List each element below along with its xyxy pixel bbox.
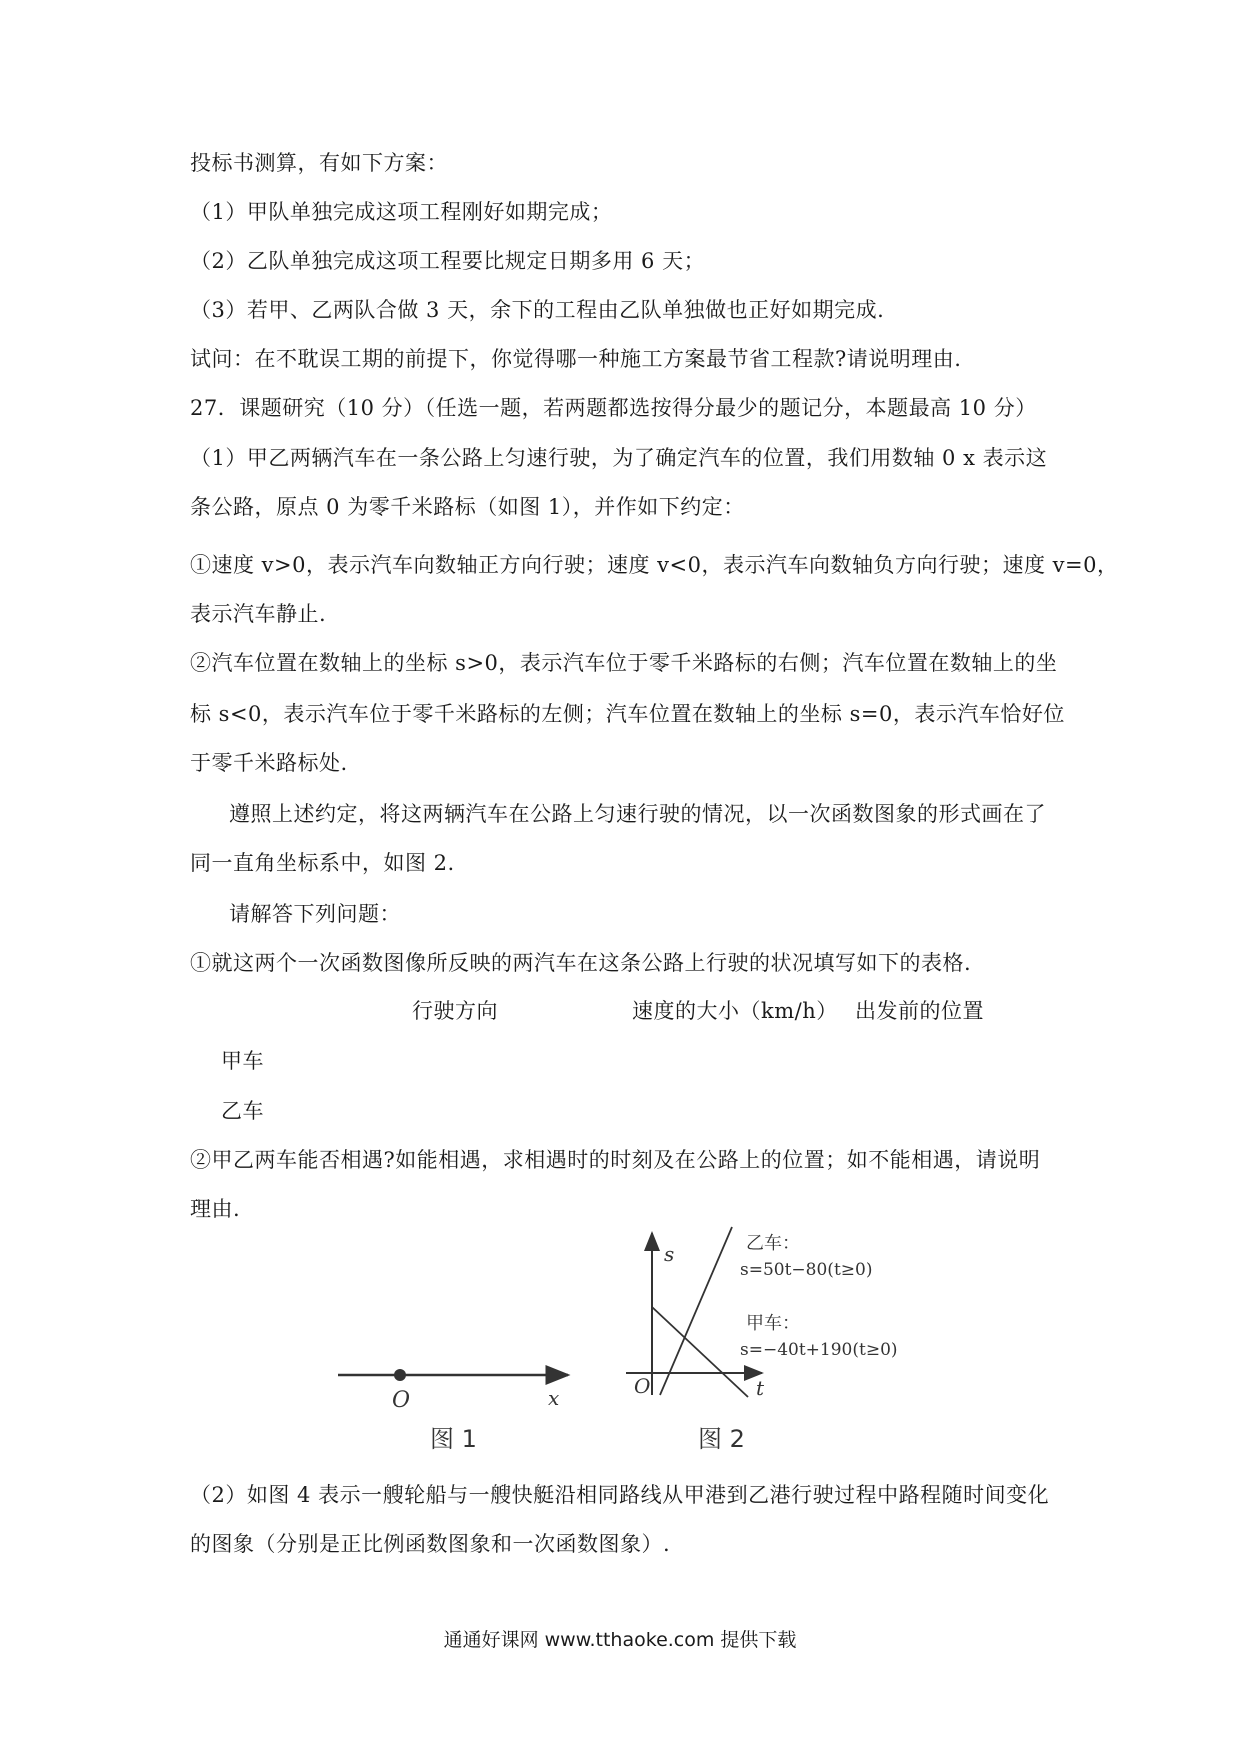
text-line: 于零千米路标处. [190,751,348,775]
figure-2 [620,1225,920,1465]
origin-label: O [392,1388,411,1413]
car-a-name: 甲车： [746,1313,800,1334]
text-line: （3）若甲、乙两队合做 3 天，余下的工程由乙队单独做也正好如期完成. [190,298,885,322]
text-line: 27．课题研究（10 分）（任选一题，若两题都选按得分最少的题记分，本题最高 10 分） [190,396,1037,420]
text-line: （1）甲队单独完成这项工程刚好如期完成； [190,200,613,224]
text-line: ②甲乙两车能否相遇?如能相遇，求相遇时的时刻及在公路上的位置；如不能相遇，请说明 [190,1148,1041,1172]
text-line: 的图象（分别是正比例函数图象和一次函数图象）. [190,1532,671,1556]
text-line: （2）乙队单独完成这项工程要比规定日期多用 6 天； [190,249,706,273]
text-line: 试问：在不耽误工期的前提下，你觉得哪一种施工方案最节省工程款?请说明理由. [190,347,962,371]
s-axis-label: s [664,1242,675,1266]
text-line: 理由. [190,1197,241,1221]
table-row-car-b: 乙车 [221,1099,264,1123]
table-row-car-a: 甲车 [221,1049,264,1073]
text-line: 投标书测算，有如下方案： [190,151,448,175]
table-header-direction: 行驶方向 [412,999,498,1023]
t-axis-label: t [756,1376,765,1400]
car-a-line [652,1307,748,1397]
page-footer: 通通好课网 www.tthaoke.com 提供下载 [443,1629,797,1651]
text-line: 条公路，原点 0 为零千米路标（如图 1），并作如下约定： [190,495,745,519]
origin-point [394,1369,406,1381]
figure-1-caption: 图 1 [430,1425,477,1453]
car-b-name: 乙车： [746,1233,800,1254]
car-a-equation: s=−40t+190(t≥0) [740,1340,898,1360]
text-line: 遵照上述约定，将这两辆汽车在公路上匀速行驶的情况，以一次函数图象的形式画在了 [229,802,1046,826]
text-line: 请解答下列问题： [229,902,401,926]
text-line: 表示汽车静止. [190,602,327,626]
text-line: 标 s<0，表示汽车位于零千米路标的左侧；汽车位置在数轴上的坐标 s=0，表示汽车恰好位 [190,702,1065,726]
text-line: 同一直角坐标系中，如图 2. [190,851,455,875]
text-line: （2）如图 4 表示一艘轮船与一艘快艇沿相同路线从甲港到乙港行驶过程中路程随时间变化 [190,1483,1050,1507]
table-header-position: 出发前的位置 [855,999,984,1023]
table-header-speed: 速度的大小（km/h） [632,999,838,1023]
x-axis-label: x [548,1386,560,1410]
text-line: ①就这两个一次函数图像所反映的两汽车在这条公路上行驶的状况填写如下的表格. [190,951,972,975]
text-line: （1）甲乙两辆汽车在一条公路上匀速行驶，为了确定汽车的位置，我们用数轴 0 x 表示这 [190,446,1048,470]
origin-label: O [634,1374,651,1398]
car-b-equation: s=50t−80(t≥0) [740,1260,873,1280]
figure-2-caption: 图 2 [698,1425,745,1453]
text-line: ②汽车位置在数轴上的坐标 s>0，表示汽车位于零千米路标的右侧；汽车位置在数轴上的坐 [190,651,1058,675]
text-line: ①速度 v>0，表示汽车向数轴正方向行驶；速度 v<0，表示汽车向数轴负方向行驶；速度 v=0， [190,553,1119,577]
figure-1 [330,1355,580,1465]
